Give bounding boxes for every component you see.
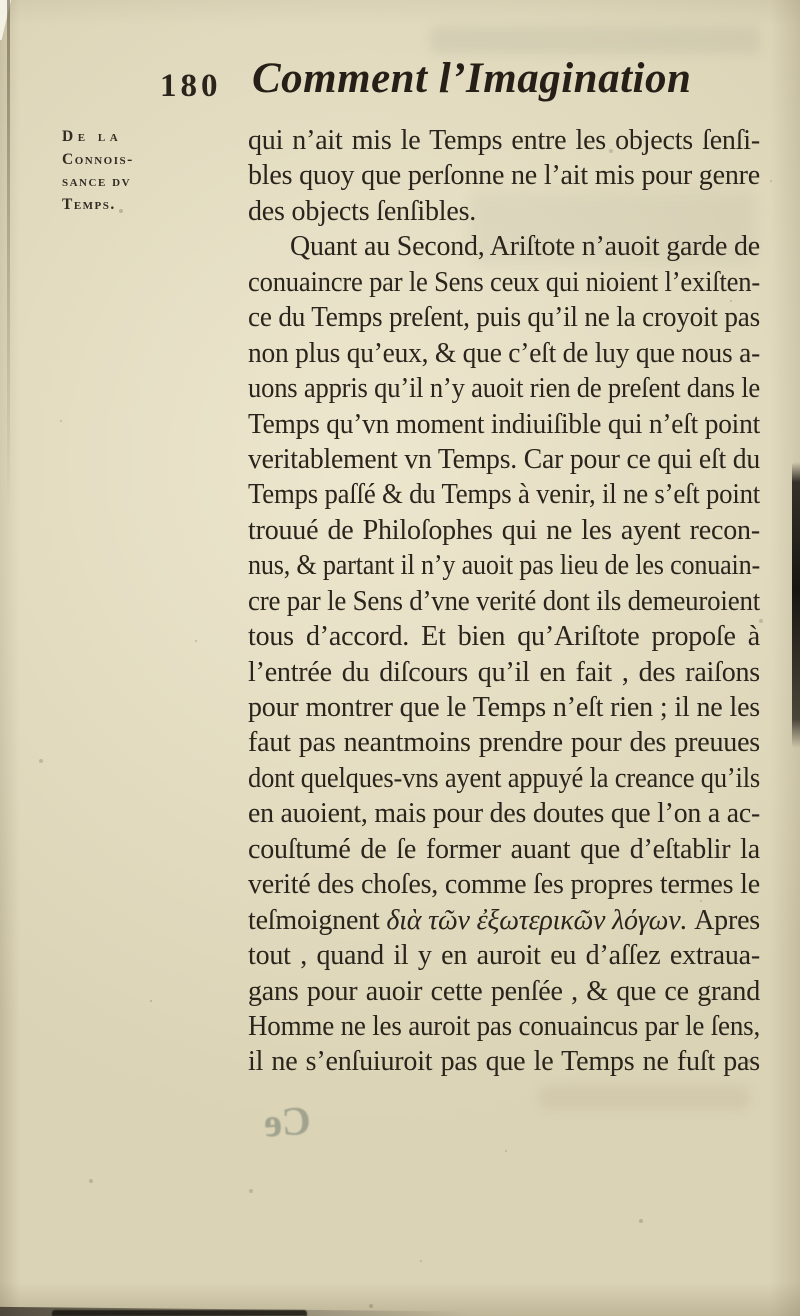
margin-note-line: Connois- — [62, 150, 134, 168]
text-line-content — [248, 548, 760, 583]
text-run: Homme ne les auroit pas conuaincus par le ſens, — [248, 1010, 760, 1042]
text-line-content — [248, 1044, 760, 1079]
text-line-content — [248, 903, 760, 938]
margin-note-line: De la — [62, 128, 123, 145]
text-line-content — [248, 938, 760, 973]
running-title: Comment l’Imagination — [252, 55, 692, 102]
text-line-content — [248, 123, 760, 158]
text-line — [248, 336, 760, 371]
text-line-content — [248, 832, 760, 867]
text-line-content — [248, 407, 760, 442]
text-line — [248, 407, 760, 442]
text-line-content — [248, 974, 760, 1009]
text-run: teſmoignent — [248, 904, 387, 936]
text-run: l’entrée du diſcours qu’il en fait , des raiſons — [248, 656, 760, 688]
text-line — [248, 619, 760, 654]
text-line — [248, 584, 760, 619]
text-line-content — [248, 725, 760, 760]
text-line — [248, 974, 760, 1009]
text-run: dont quelques-vns ayent appuyé la creance qu’ils — [248, 762, 760, 794]
text-run: Temps paſſé & du Temps à venir, il ne s’eſt point — [248, 479, 760, 511]
text-line — [248, 938, 760, 973]
body-text — [248, 123, 760, 1080]
show-through-smudge — [430, 26, 760, 54]
text-run: qui n’ait mis le Temps entre les objects ſenſi- — [248, 125, 760, 156]
text-line-content — [248, 655, 760, 690]
text-line — [248, 655, 760, 690]
text-line — [248, 265, 760, 300]
page-edge-shadow-bottom-dark — [52, 1310, 307, 1316]
text-run: nus, & partant il n’y auoit pas lieu de les conuain- — [248, 550, 760, 582]
text-run: non plus qu’eux, & que c’eſt de luy que nous a- — [248, 337, 760, 369]
text-run: conuaincre par le Sens ceux qui nioient l’exiſten- — [248, 266, 760, 298]
show-through-catchword: Ce — [262, 1097, 313, 1146]
text-run: des objects ſenſibles. — [248, 195, 477, 227]
text-run: uons appris qu’il n’y auoit rien de preſent dans le — [248, 373, 760, 405]
margin-note-line: sance dv — [62, 173, 132, 190]
show-through-smudge — [540, 1086, 750, 1110]
text-line — [248, 477, 760, 512]
text-line-content — [248, 477, 760, 512]
text-line — [248, 796, 760, 831]
text-run: ce du Temps preſent, puis qu’il ne la croyoit pas — [248, 302, 760, 334]
text-line-content — [248, 796, 760, 831]
text-line — [248, 123, 760, 158]
text-line-content — [248, 336, 760, 371]
text-line-content — [248, 619, 760, 654]
text-line — [248, 371, 760, 406]
text-run: bles quoy que perſonne ne l’ait mis pour genre — [248, 160, 760, 192]
text-run: Temps qu’vn moment indiuiſible qui n’eſt point — [248, 408, 760, 440]
text-run: cre par le Sens d’vne verité dont ils demeuroient — [248, 585, 760, 617]
text-run: pour montrer que le Temps n’eſt rien ; il ne les — [248, 692, 760, 723]
text-line-content — [248, 1009, 760, 1044]
text-line-content — [248, 761, 760, 796]
text-line — [248, 832, 760, 867]
text-run: il ne s’enſuiuroit pas que le Temps ne fuſt pas — [248, 1046, 760, 1078]
text-run: verité des choſes, comme ſes propres termes le — [248, 869, 760, 901]
text-line — [248, 300, 760, 335]
page-number: 180 — [160, 68, 222, 104]
text-line — [248, 690, 760, 725]
text-run: Quant au Second, Ariſtote n’auoit garde de — [290, 231, 760, 263]
text-line — [248, 867, 760, 902]
text-line — [290, 229, 760, 264]
text-run: tout , quand il y en auroit eu d’aſſez extraua- — [248, 940, 760, 972]
text-line — [248, 1044, 760, 1079]
greek-phrase: διὰ τῶν ἐξωτερικῶν λόγων. — [386, 904, 688, 936]
text-run: tous d’accord. Et bien qu’Ariſtote propoſe à — [248, 621, 760, 653]
page-edge-line-left — [7, 0, 10, 540]
text-line-content — [290, 229, 760, 264]
text-line — [248, 158, 760, 193]
text-line-content — [248, 194, 476, 229]
text-run: trouué de Philoſophes qui ne les ayent recon- — [248, 514, 760, 546]
text-line — [248, 761, 760, 796]
text-line-content — [248, 371, 760, 406]
text-run: gans pour auoir cette penſée , & que ce grand — [248, 975, 760, 1007]
text-run: faut pas neantmoins prendre pour des preuues — [248, 727, 760, 759]
text-line — [248, 1009, 760, 1044]
text-line-content — [248, 300, 760, 335]
text-line-content — [248, 158, 760, 193]
text-line — [248, 725, 760, 760]
text-line-content — [248, 690, 760, 725]
text-line-content — [248, 513, 760, 548]
margin-note — [62, 126, 246, 216]
text-line-content — [248, 265, 760, 300]
text-line-content — [248, 584, 760, 619]
text-line-content — [248, 442, 760, 477]
margin-note-line: Temps. — [62, 195, 116, 213]
text-run: couſtumé de ſe former auant que d’eſtablir la — [248, 833, 760, 865]
text-run: en auoient, mais pour des doutes que l’on a ac- — [248, 798, 760, 830]
text-line — [248, 194, 760, 229]
text-line-content — [248, 867, 760, 902]
text-run: veritablement vn Temps. Car pour ce qui eſt du — [248, 443, 760, 475]
text-line — [248, 442, 760, 477]
text-run: Apres — [687, 904, 760, 936]
page-edge-shadow-right — [792, 462, 800, 748]
text-line — [248, 903, 760, 938]
text-line — [248, 513, 760, 548]
text-line — [248, 548, 760, 583]
